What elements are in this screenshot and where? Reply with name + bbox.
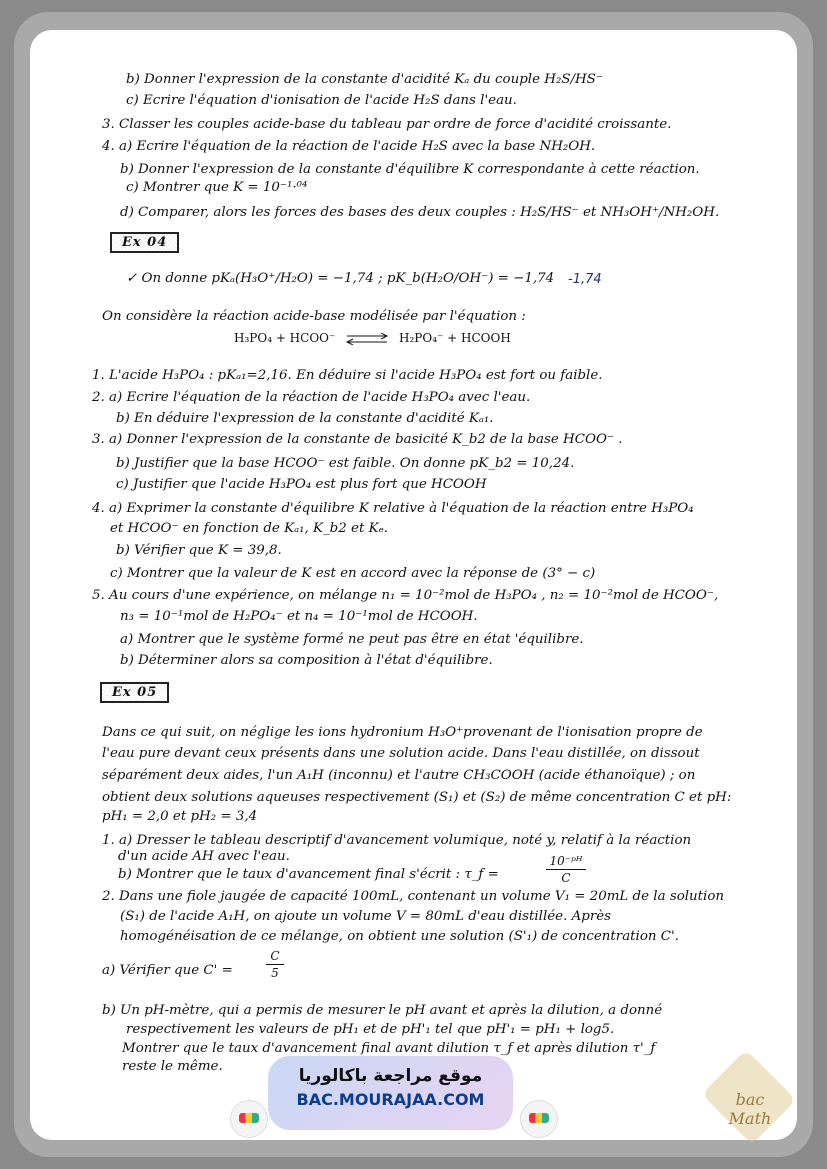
- text-line: n₃ = 10⁻¹mol de H₂PO₄⁻ et n₄ = 10⁻¹mol de HCOOH.: [120, 609, 478, 624]
- exercise-5-title: Ex 05: [100, 682, 169, 703]
- site-name-arabic: موقع مراجعة باكالوريا: [298, 1066, 483, 1086]
- text-line: l'eau pure devant ceux présents dans une solution acide. Dans l'eau distillée, on dissout: [102, 746, 700, 761]
- left-badge-icon: [230, 1100, 268, 1138]
- text-line: et HCOO⁻ en fonction de Kₐ₁, K_b2 et Kₑ.: [110, 521, 389, 536]
- site-url[interactable]: BAC.MOURAJAA.COM: [296, 1090, 485, 1109]
- fraction-c-prime: [266, 949, 284, 980]
- text-line: b) Déterminer alors sa composition à l'état d'équilibre.: [120, 653, 493, 668]
- document-page: [30, 30, 797, 1140]
- text-line: b) Montrer que le taux d'avancement final s'écrit : τ_f =: [118, 867, 499, 882]
- text-line: c) Ecrire l'équation d'ionisation de l'acide H₂S dans l'eau.: [126, 93, 517, 108]
- text-line: Montrer que le taux d'avancement final avant dilution τ_f et après dilution τ'_f: [122, 1041, 656, 1056]
- text-line: 3. Classer les couples acide-base du tableau par ordre de force d'acidité croissante.: [102, 117, 672, 132]
- logo-text: bac Math: [728, 1090, 772, 1128]
- text-line: c) Justifier que l'acide H₃PO₄ est plus fort que HCOOH: [116, 477, 487, 492]
- equilibrium-arrows-icon: [345, 333, 389, 345]
- text-line: respectivement les valeurs de pH₁ et de pH'₁ tel que pH'₁ = pH₁ + log5.: [126, 1022, 615, 1037]
- text-line: d'un acide AH avec l'eau.: [118, 849, 290, 864]
- text-line: 3. a) Donner l'expression de la constante de basicité K_b2 de la base HCOO⁻ .: [92, 432, 623, 447]
- text-line: 4. a) Exprimer la constante d'équilibre K relative à l'équation de la réaction entre H₃PO₄: [92, 501, 694, 516]
- text-line: d) Comparer, alors les forces des bases des deux couples : H₂S/HS⁻ et NH₃OH⁺/NH₂OH.: [120, 205, 720, 220]
- text-line: 5. Au cours d'une expérience, on mélange n₁ = 10⁻²mol de H₃PO₄ , n₂ = 10⁻²mol de HCOO⁻,: [92, 588, 719, 603]
- text-line: reste le même.: [122, 1059, 223, 1074]
- text-line: 4. a) Ecrire l'équation de la réaction de l'acide H₂S avec la base NH₂OH.: [102, 139, 596, 154]
- text-line: b) Donner l'expression de la constante d'équilibre K correspondante à cette réaction.: [120, 162, 700, 177]
- reaction-equation: [234, 331, 511, 345]
- equation-reactants: H₃PO₄ + HCOO⁻: [234, 331, 336, 345]
- fraction-denominator: 5: [271, 966, 279, 980]
- fraction-tau: [546, 854, 586, 885]
- text-line: b) Un pH-mètre, qui a permis de mesurer le pH avant et après la dilution, a donné: [102, 1003, 663, 1018]
- text-line: 1. L'acide H₃PO₄ : pKₐ₁=2,16. En déduire si l'acide H₃PO₄ est fort ou faible.: [92, 368, 603, 383]
- site-banner[interactable]: [268, 1056, 513, 1130]
- text-line: b) Donner l'expression de la constante d'acidité Kₐ du couple H₂S/HS⁻: [126, 72, 603, 87]
- text-line: b) En déduire l'expression de la constante d'acidité Kₐ₁.: [116, 411, 494, 426]
- text-line: a) Vérifier que C' =: [102, 963, 233, 978]
- text-line: pH₁ = 2,0 et pH₂ = 3,4: [102, 809, 258, 824]
- text-line: (S₁) de l'acide A₁H, on ajoute un volume V = 80mL d'eau distillée. Après: [120, 909, 612, 924]
- text-line: b) Vérifier que K = 39,8.: [116, 543, 282, 558]
- fraction-numerator: 10⁻ᵖᴴ: [549, 854, 583, 868]
- text-line: On considère la réaction acide-base modélisée par l'équation :: [102, 309, 526, 324]
- exercise-4-title: Ex 04: [110, 232, 179, 253]
- text-line: 1. a) Dresser le tableau descriptif d'avancement volumique, noté y, relatif à la réaction: [102, 833, 692, 848]
- text-line: a) Montrer que le système formé ne peut pas être en état 'équilibre.: [120, 632, 584, 647]
- text-line: 2. a) Ecrire l'équation de la réaction de l'acide H₃PO₄ avec l'eau.: [92, 390, 531, 405]
- text-line: c) Montrer que la valeur de K est en accord avec la réponse de (3° − c): [110, 566, 596, 581]
- handwritten-note: -1,74: [568, 272, 602, 287]
- text-line: homogénéisation de ce mélange, on obtient une solution (S'₁) de concentration C'.: [120, 929, 679, 944]
- text-line: ✓ On donne pKₐ(H₃O⁺/H₂O) = −1,74 ; pK_b(H₂O/OH⁻) = −1,74: [126, 271, 555, 286]
- text-line: obtient deux solutions aqueuses respectivement (S₁) et (S₂) de même concentration C et pH:: [102, 790, 732, 805]
- fraction-denominator: C: [561, 871, 571, 885]
- equation-products: H₂PO₄⁻ + HCOOH: [399, 331, 511, 345]
- fraction-numerator: C: [270, 949, 280, 963]
- text-line: c) Montrer que K = 10⁻¹·⁰⁴: [126, 180, 308, 195]
- right-badge-icon: [520, 1100, 558, 1138]
- text-line: Dans ce qui suit, on néglige les ions hydronium H₃O⁺provenant de l'ionisation propre de: [102, 725, 703, 740]
- text-line: séparément deux aides, l'un A₁H (inconnu) et l'autre CH₃COOH (acide éthanoïque) ; on: [102, 768, 696, 783]
- text-line: b) Justifier que la base HCOO⁻ est faible. On donne pK_b2 = 10,24.: [116, 456, 575, 471]
- text-line: 2. Dans une fiole jaugée de capacité 100mL, contenant un volume V₁ = 20mL de la solution: [102, 889, 725, 904]
